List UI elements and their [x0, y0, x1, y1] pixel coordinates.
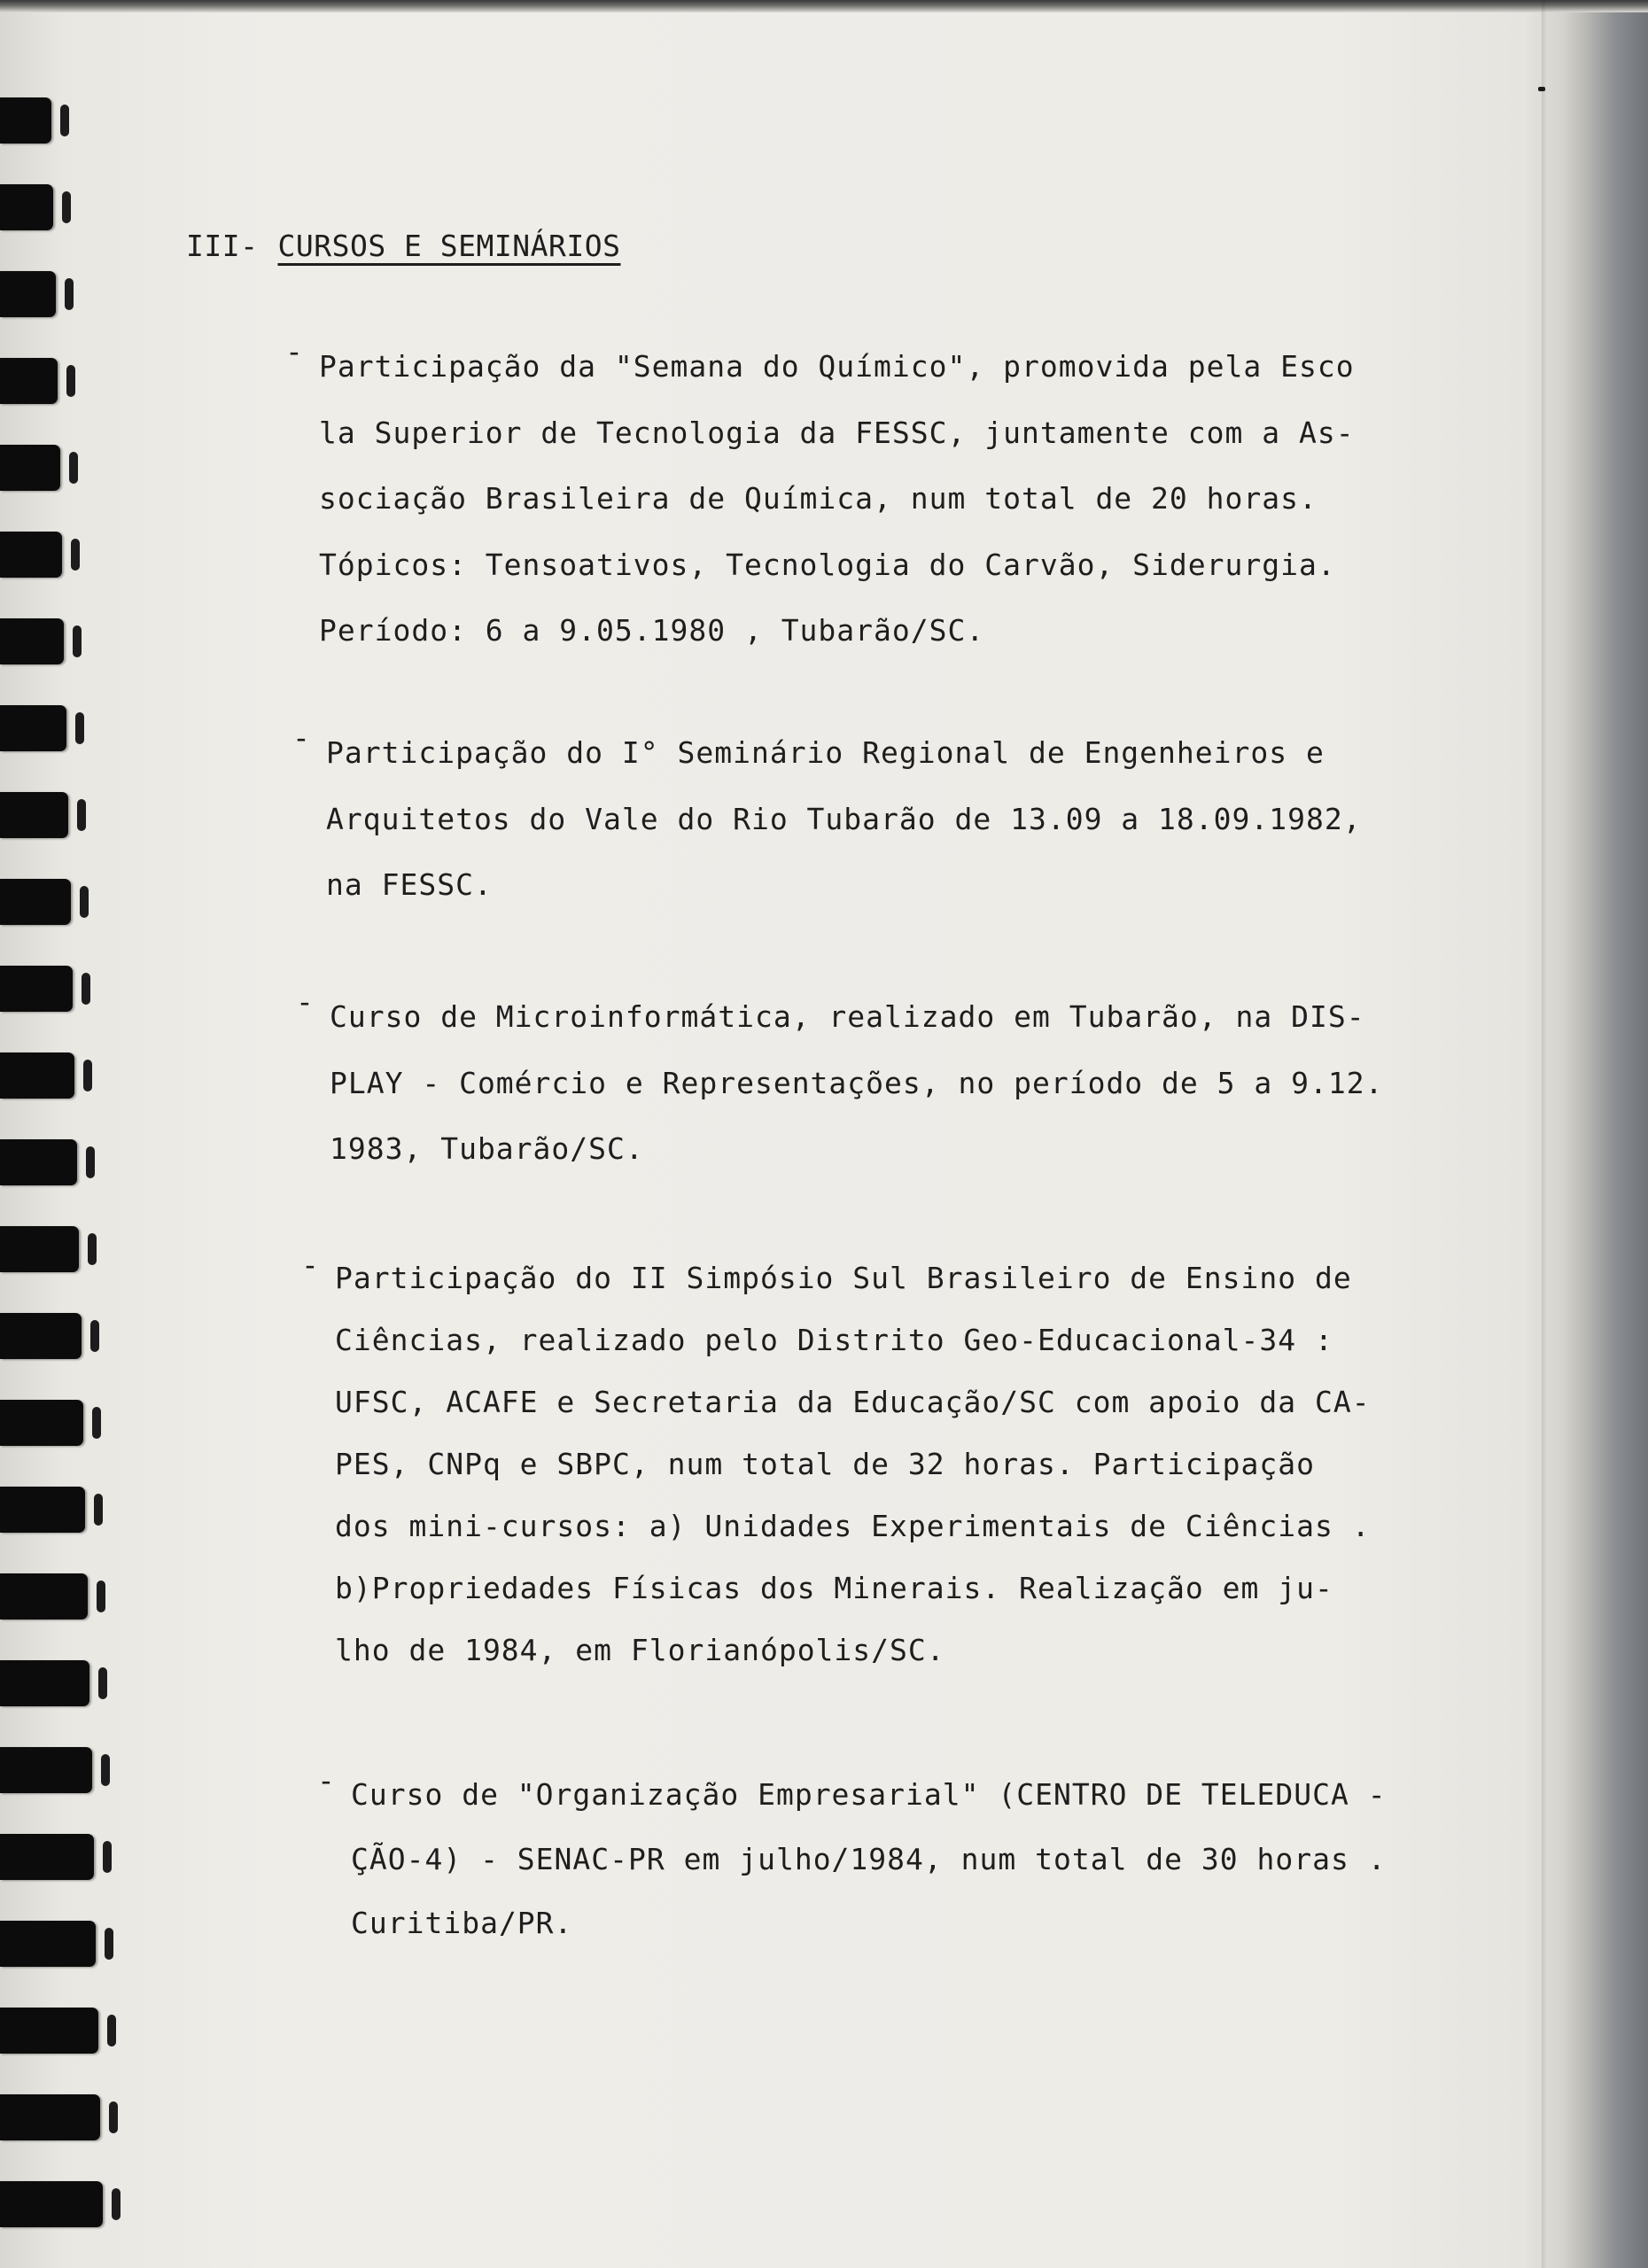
bullet-dash: -: [301, 1247, 320, 1282]
bullet-dash: -: [296, 984, 315, 1019]
text-line: Arquitetos do Vale do Rio Tubarão de 13.09 a 18.09.1982,: [326, 801, 1362, 836]
text-line: na FESSC.: [326, 867, 493, 902]
list-item: [301, 1247, 1371, 1682]
bullet-dash: -: [317, 1763, 336, 1798]
list-item: [296, 984, 1384, 1183]
text-line: UFSC, ACAFE e Secretaria da Educação/SC com apoio da CA-: [335, 1385, 1371, 1419]
text-line: Tópicos: Tensoativos, Tecnologia do Carvão, Siderurgia.: [319, 547, 1336, 582]
text-line: Curso de Microinformática, realizado em Tubarão, na DIS-: [330, 999, 1365, 1034]
list-item: [285, 334, 1355, 664]
text-line: sociação Brasileira de Química, num total de 20 horas.: [319, 481, 1318, 516]
text-line: Participação da "Semana do Químico", promovida pela Esco: [319, 349, 1355, 384]
text-line: lho de 1984, em Florianópolis/SC.: [335, 1633, 945, 1667]
text-line: b)Propriedades Físicas dos Minerais. Realização em ju-: [335, 1571, 1333, 1605]
text-line: dos mini-cursos: a) Unidades Experimentais de Ciências .: [335, 1509, 1371, 1543]
text-line: PLAY - Comércio e Representações, no período de 5 a 9.12.: [330, 1065, 1384, 1100]
section-title: CURSOS E SEMINÁRIOS: [277, 229, 621, 263]
bullet-dash: -: [292, 720, 311, 755]
section-number: III-: [186, 229, 259, 263]
text-line: ÇÃO-4) - SENAC-PR em julho/1984, num total de 30 horas .: [351, 1841, 1387, 1876]
text-line: Curso de "Organização Empresarial" (CENTRO DE TELEDUCA -: [351, 1777, 1387, 1812]
text-line: la Superior de Tecnologia da FESSC, juntamente com a As-: [319, 415, 1355, 450]
text-line: Participação do I° Seminário Regional de Engenheiros e: [326, 735, 1325, 770]
section-heading: [186, 229, 620, 263]
text-line: Ciências, realizado pelo Distrito Geo-Educacional-34 :: [335, 1323, 1333, 1357]
text-line: Período: 6 a 9.05.1980 , Tubarão/SC.: [319, 613, 985, 648]
list-item: [292, 720, 1362, 919]
text-line: Participação do II Simpósio Sul Brasileiro de Ensino de: [335, 1261, 1352, 1295]
text-line: Curitiba/PR.: [351, 1906, 573, 1940]
list-item: [317, 1763, 1387, 1956]
text-line: PES, CNPq e SBPC, num total de 32 horas. Participação: [335, 1447, 1315, 1481]
text-line: 1983, Tubarão/SC.: [330, 1131, 644, 1166]
bullet-dash: -: [285, 334, 304, 369]
